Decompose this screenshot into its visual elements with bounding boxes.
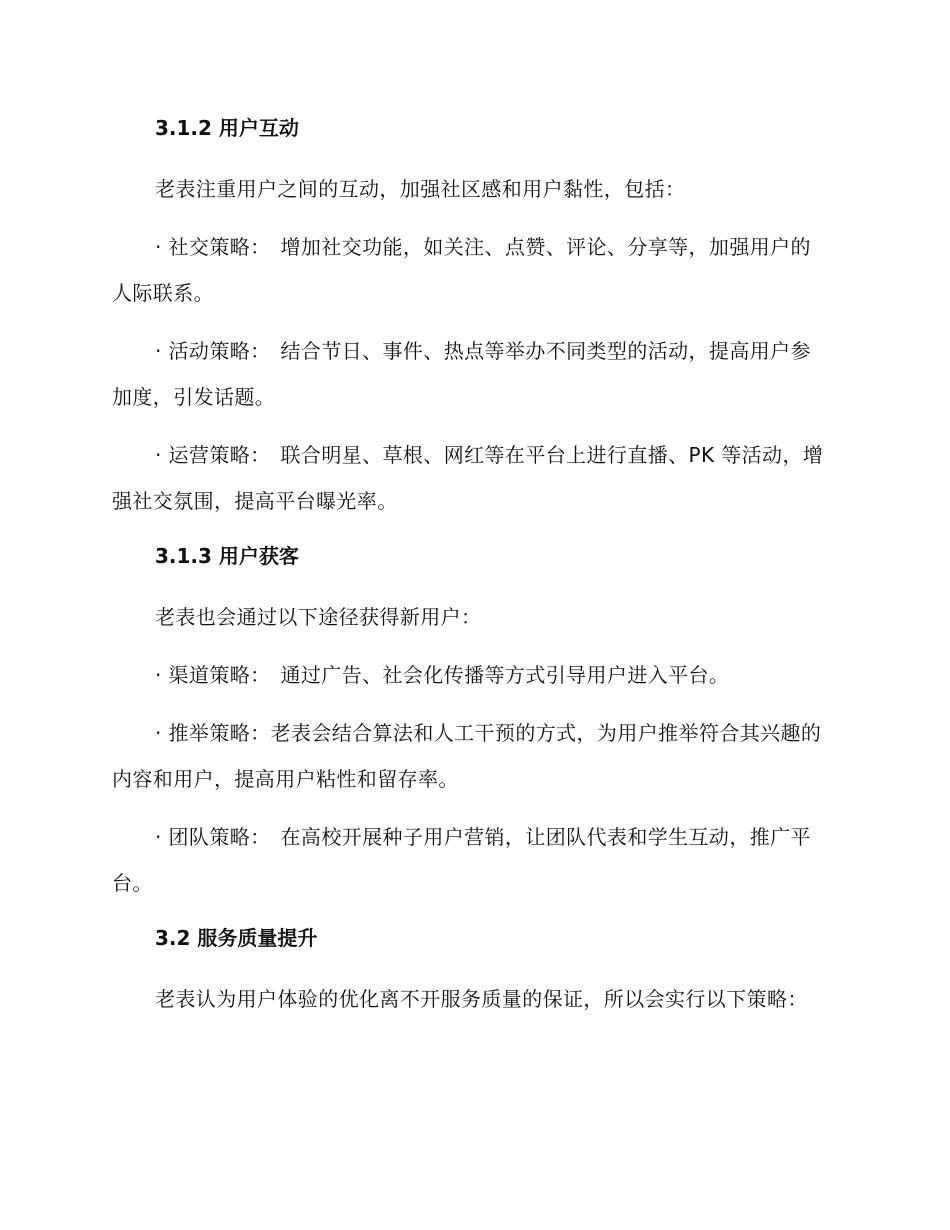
document-body — [112, 108, 827, 1034]
section-heading-service-quality: 3.2 服务质量提升 — [155, 926, 318, 950]
list-item-text: 通过广告、社会化传播等方式引导用户进入平台。 — [280, 663, 730, 687]
list-item-label: · 运营策略： — [155, 443, 271, 467]
section-intro-service-quality: 老表认为用户体验的优化离不开服务质量的保证，所以会实行以下策略： — [155, 987, 808, 1011]
list-item-team-strategy — [112, 814, 827, 906]
list-item-activity-strategy — [112, 328, 827, 420]
list-item-label: · 渠道策略： — [155, 663, 271, 687]
list-item-recommend-strategy — [112, 710, 827, 802]
list-item-text: 结合节日、事件、热点等举办不同类型的活动，提高用户参加度，引发话题。 — [112, 339, 811, 409]
list-item-label: · 活动策略： — [155, 339, 271, 363]
section-intro-user-acquisition: 老表也会通过以下途径获得新用户： — [155, 605, 482, 629]
section-heading-user-acquisition: 3.1.3 用户获客 — [155, 544, 299, 568]
list-item-label: · 团队策略： — [155, 825, 271, 849]
list-item-operation-strategy — [112, 432, 827, 524]
list-item-text: 在高校开展种子用户营销，让团队代表和学生互动，推广平台。 — [112, 825, 811, 895]
list-item-text: 老表会结合算法和人工干预的方式，为用户推举符合其兴趣的内容和用户，提高用户粘性和留存率。 — [112, 721, 822, 791]
list-item-label: · 社交策略： — [155, 235, 271, 259]
section-intro-user-interaction: 老表注重用户之间的互动，加强社区感和用户黏性，包括： — [155, 177, 686, 201]
list-item-text: 增加社交功能，如关注、点赞、评论、分享等，加强用户的人际联系。 — [112, 235, 811, 305]
section-heading-user-interaction: 3.1.2 用户互动 — [155, 116, 299, 140]
list-item-social-strategy — [112, 224, 827, 316]
list-item-text: 联合明星、草根、网红等在平台上进行直播、PK 等活动，增强社交氛围，提高平台曝光率。 — [112, 443, 824, 513]
list-item-label: · 推举策略： — [155, 721, 271, 745]
list-item-channel-strategy — [112, 652, 827, 698]
